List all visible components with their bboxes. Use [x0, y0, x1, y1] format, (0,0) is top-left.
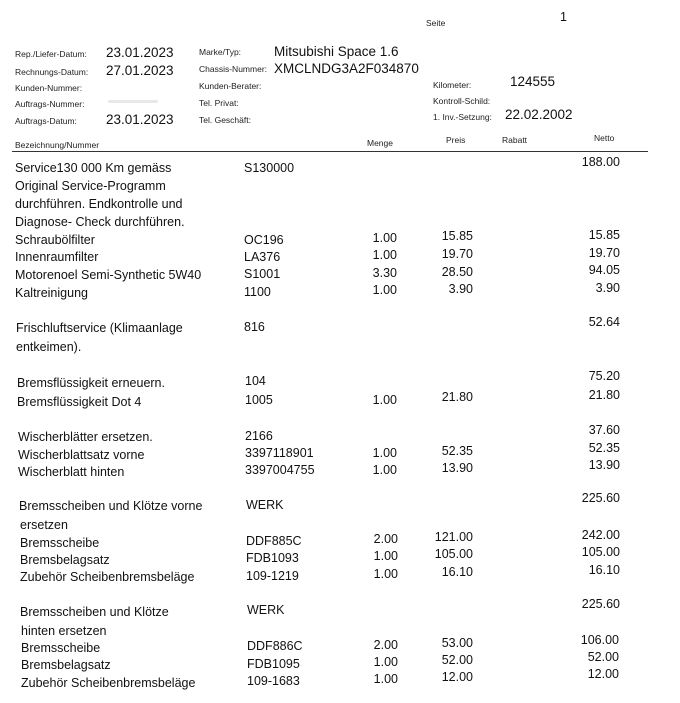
row-code: FDB1093	[246, 551, 299, 565]
row-code: FDB1095	[247, 657, 300, 671]
header-divider	[12, 151, 648, 152]
row-price: 52.35	[441, 444, 473, 458]
row-qty: 1.00	[373, 672, 398, 686]
col-bezeichnung: Bezeichnung/Nummer	[15, 140, 100, 150]
row-net: 52.35	[588, 441, 620, 455]
row-net: 12.00	[587, 667, 619, 681]
row-price: 3.90	[448, 282, 473, 296]
label-auftrags-nummer: Auftrags-Nummer:	[15, 99, 85, 109]
row-desc: Bremsscheibe	[20, 536, 100, 550]
row-qty: 1.00	[372, 393, 397, 407]
row-net: 188.00	[581, 155, 620, 169]
row-desc: Bremsscheiben und Klötze vorne	[19, 499, 203, 513]
row-net: 242.00	[581, 528, 620, 542]
row-desc: Zubehör Scheibenbremsbeläge	[20, 570, 195, 584]
row-net: 3.90	[595, 281, 620, 295]
row-price: 12.00	[441, 670, 473, 684]
row-code: S1001	[244, 267, 281, 281]
row-price: 13.90	[441, 461, 473, 475]
row-desc: Diagnose- Check durchführen.	[15, 215, 185, 229]
row-price: 105.00	[434, 547, 473, 561]
row-net: 16.10	[588, 563, 620, 577]
row-qty: 1.00	[372, 463, 397, 477]
row-code: LA376	[244, 250, 281, 264]
label-kunden-berater: Kunden-Berater:	[199, 81, 262, 91]
row-qty: 2.00	[373, 638, 398, 652]
row-qty: 2.00	[373, 532, 398, 546]
col-netto: Netto	[594, 133, 615, 143]
row-desc: hinten ersetzen	[21, 624, 107, 638]
row-price: 15.85	[441, 229, 473, 243]
row-code: 3397004755	[245, 463, 315, 477]
row-price: 28.50	[441, 265, 473, 279]
col-preis: Preis	[446, 135, 466, 145]
row-qty: 1.00	[373, 549, 398, 563]
col-rabatt: Rabatt	[502, 135, 528, 145]
row-desc: Zubehör Scheibenbremsbeläge	[21, 676, 196, 690]
label-tel-privat: Tel. Privat:	[199, 98, 239, 108]
row-desc: Bremsflüssigkeit Dot 4	[17, 395, 142, 409]
row-desc: Wischerblätter ersetzen.	[18, 430, 153, 444]
row-net: 15.85	[588, 228, 620, 242]
row-code: 1100	[244, 285, 271, 299]
row-desc: Kaltreinigung	[15, 286, 88, 300]
row-desc: entkeimen).	[16, 340, 82, 354]
label-kilometer: Kilometer:	[433, 80, 472, 90]
row-desc: Bremsbelagsatz	[20, 553, 110, 567]
value-rechnungs-datum: 27.01.2023	[106, 63, 174, 78]
row-code: WERK	[247, 603, 285, 617]
value-inverkehrsetzung: 22.02.2002	[505, 107, 573, 122]
row-price: 21.80	[441, 390, 473, 404]
row-net: 94.05	[588, 263, 620, 277]
row-qty: 1.00	[373, 567, 398, 581]
row-desc: Service130 000 Km gemäss	[15, 161, 172, 175]
row-net: 21.80	[588, 388, 620, 402]
row-net: 225.60	[581, 491, 620, 505]
row-desc: Bremsflüssigkeit erneuern.	[17, 376, 165, 390]
row-desc: Wischerblattsatz vorne	[18, 448, 145, 462]
page-label: Seite	[426, 18, 446, 28]
value-marke-typ: Mitsubishi Space 1.6	[274, 44, 399, 59]
value-kilometer: 124555	[510, 74, 556, 89]
row-qty: 1.00	[372, 248, 397, 262]
row-desc: Bremsbelagsatz	[21, 658, 111, 672]
row-desc: Innenraumfilter	[15, 250, 99, 264]
row-desc: durchführen. Endkontrolle und	[15, 197, 183, 211]
row-net: 52.00	[587, 650, 619, 664]
row-price: 16.10	[441, 565, 473, 579]
row-code: 1005	[245, 393, 273, 407]
row-net: 106.00	[580, 633, 619, 647]
row-net: 225.60	[581, 597, 620, 611]
row-code: DDF886C	[247, 639, 303, 653]
value-rep-liefer-datum: 23.01.2023	[106, 45, 174, 60]
row-net: 19.70	[588, 246, 620, 260]
row-desc: Wischerblatt hinten	[18, 465, 125, 479]
col-menge: Menge	[367, 138, 393, 148]
row-qty: 3.30	[372, 266, 397, 280]
label-marke-typ: Marke/Typ:	[199, 47, 242, 57]
obscured-order-number	[108, 100, 158, 103]
row-desc: ersetzen	[20, 518, 68, 532]
label-kunden-nummer: Kunden-Nummer:	[15, 83, 83, 93]
page-number: 1	[560, 10, 567, 24]
row-price: 52.00	[441, 653, 473, 667]
row-net: 37.60	[588, 423, 620, 437]
row-code: 2166	[245, 429, 273, 443]
row-code: S130000	[244, 161, 295, 175]
value-auftrags-datum: 23.01.2023	[106, 112, 174, 127]
row-code: OC196	[244, 233, 284, 247]
row-code: 3397118901	[245, 446, 314, 460]
label-chassis-nummer: Chassis-Nummer:	[199, 64, 268, 74]
row-qty: 1.00	[372, 446, 397, 460]
row-net: 75.20	[588, 369, 620, 383]
row-net: 52.64	[588, 315, 620, 329]
row-code: 816	[244, 320, 265, 334]
label-inverkehrsetzung: 1. Inv.-Setzung:	[433, 112, 492, 122]
row-qty: 1.00	[372, 283, 397, 297]
row-code: 109-1219	[246, 569, 299, 583]
row-desc: Bremsscheiben und Klötze	[20, 605, 169, 619]
row-net: 105.00	[581, 545, 620, 559]
label-auftrags-datum: Auftrags-Datum:	[15, 116, 77, 126]
label-rep-liefer-datum: Rep./Liefer-Datum:	[15, 49, 87, 59]
row-qty: 1.00	[372, 231, 397, 245]
row-code: DDF885C	[246, 534, 302, 548]
label-rechnungs-datum: Rechnungs-Datum:	[15, 67, 89, 77]
row-desc: Bremsscheibe	[21, 641, 101, 655]
row-price: 53.00	[441, 636, 473, 650]
row-desc: Motorenoel Semi-Synthetic 5W40	[15, 268, 202, 282]
row-price: 19.70	[441, 247, 473, 261]
row-net: 13.90	[588, 458, 620, 472]
label-kontroll-schild: Kontroll-Schild:	[433, 96, 491, 106]
row-code: 104	[245, 374, 266, 388]
row-code: 109-1683	[247, 674, 300, 688]
label-tel-geschaeft: Tel. Geschäft:	[199, 115, 251, 125]
row-desc: Original Service-Programm	[15, 179, 166, 193]
row-price: 121.00	[434, 530, 473, 544]
value-chassis-nummer: XMCLNDG3A2F034870	[274, 61, 419, 76]
row-qty: 1.00	[373, 655, 398, 669]
row-desc: Schraubölfilter	[15, 233, 95, 247]
row-desc: Frischluftservice (Klimaanlage	[16, 321, 183, 335]
row-code: WERK	[246, 498, 284, 512]
